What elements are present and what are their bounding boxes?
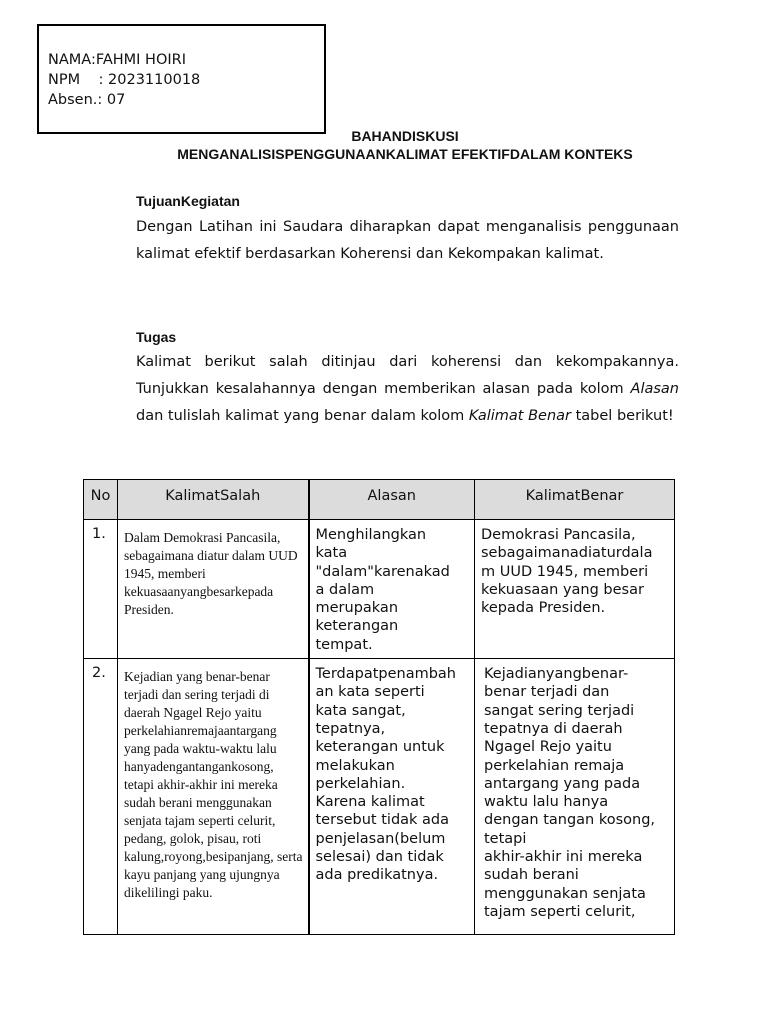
kalimat-benar-cell: Demokrasi Pancasila, sebagaimanadiaturdala m UUD 1945, memberi kekuasaan yang besar kepada Presiden. xyxy=(475,520,675,659)
table-row xyxy=(84,520,675,659)
alasan-emphasis: Alasan xyxy=(630,381,679,397)
doc-title-line1: BAHANDISKUSI xyxy=(351,128,459,144)
tugas-paragraph: Kalimat berikut salah ditinjau dari koherensi dan kekompakannya. Tunjukkan kesalahannya dengan memberikan alasan pada kolom Alasan dan tulislah kalimat yang benar dalam kolom Kalimat Benar tabel berikut! xyxy=(136,354,679,424)
header-kalimat-benar: KalimatBenar xyxy=(475,480,675,520)
student-name: NAMA:FAHMI HOIRI xyxy=(48,52,186,68)
tugas-heading: Tugas xyxy=(136,329,177,345)
row-number: 2. xyxy=(84,659,118,935)
student-absen: Absen.: 07 xyxy=(48,92,126,108)
row-number: 1. xyxy=(84,520,118,659)
header-alasan: Alasan xyxy=(309,480,475,520)
kalimat-salah-cell: Dalam Demokrasi Pancasila, sebagaimana diatur dalam UUD 1945, memberi kekuasaanyangbesarkepada Presiden. xyxy=(118,520,309,659)
table-header-row xyxy=(84,480,675,520)
tujuan-paragraph: Dengan Latihan ini Saudara diharapkan dapat menganalisis penggunaan kalimat efektif berdasarkan Koherensi dan Kekompakan kalimat. xyxy=(136,219,679,262)
alasan-cell: Terdapatpenambah an kata seperti kata sangat, tepatnya, keterangan untuk melakukan perkelahian. Karena kalimat tersebut tidak ada penjelasan(belum selesai) dan tidak ada predikatnya. xyxy=(309,659,475,935)
kalimat-benar-cell: Kejadianyangbenar- benar terjadi dan sangat sering terjadi tepatnya di daerah Ngagel Rejo yaitu perkelahian remaja antargang yang pada waktu lalu hanya dengan tangan kosong, tetapi akhir-akhir ini mereka sudah berani menggunakan senjata tajam seperti celurit, xyxy=(475,659,675,935)
alasan-cell: Menghilangkan kata "dalam"karenakad a dalam merupakan keterangan tempat. xyxy=(309,520,475,659)
student-npm: NPM : 2023110018 xyxy=(48,72,201,88)
doc-title-line2: MENGANALISISPENGGUNAANKALIMAT EFEKTIFDALAM KONTEKS xyxy=(177,146,633,162)
tujuan-heading: TujuanKegiatan xyxy=(136,193,240,209)
kalimat-salah-cell: Kejadian yang benar-benar terjadi dan sering terjadi di daerah Ngagel Rejo yaitu perkelahianremajaantargang yang pada waktu-waktu lalu hanyadengantangankosong, tetapi akhir-akhir ini mereka sudah berani menggunakan senjata tajam seperti celurit, pedang, golok, pisau, roti kalung,royong,besipanjang, serta kayu panjang yang ujungnya dikelilingi paku. xyxy=(118,659,309,935)
table-row xyxy=(84,659,675,935)
kalimat-benar-emphasis: Kalimat Benar xyxy=(468,408,571,424)
header-no: No xyxy=(84,480,118,520)
identity-box xyxy=(37,24,326,134)
analysis-table xyxy=(83,479,675,935)
header-kalimat-salah: KalimatSalah xyxy=(118,480,309,520)
